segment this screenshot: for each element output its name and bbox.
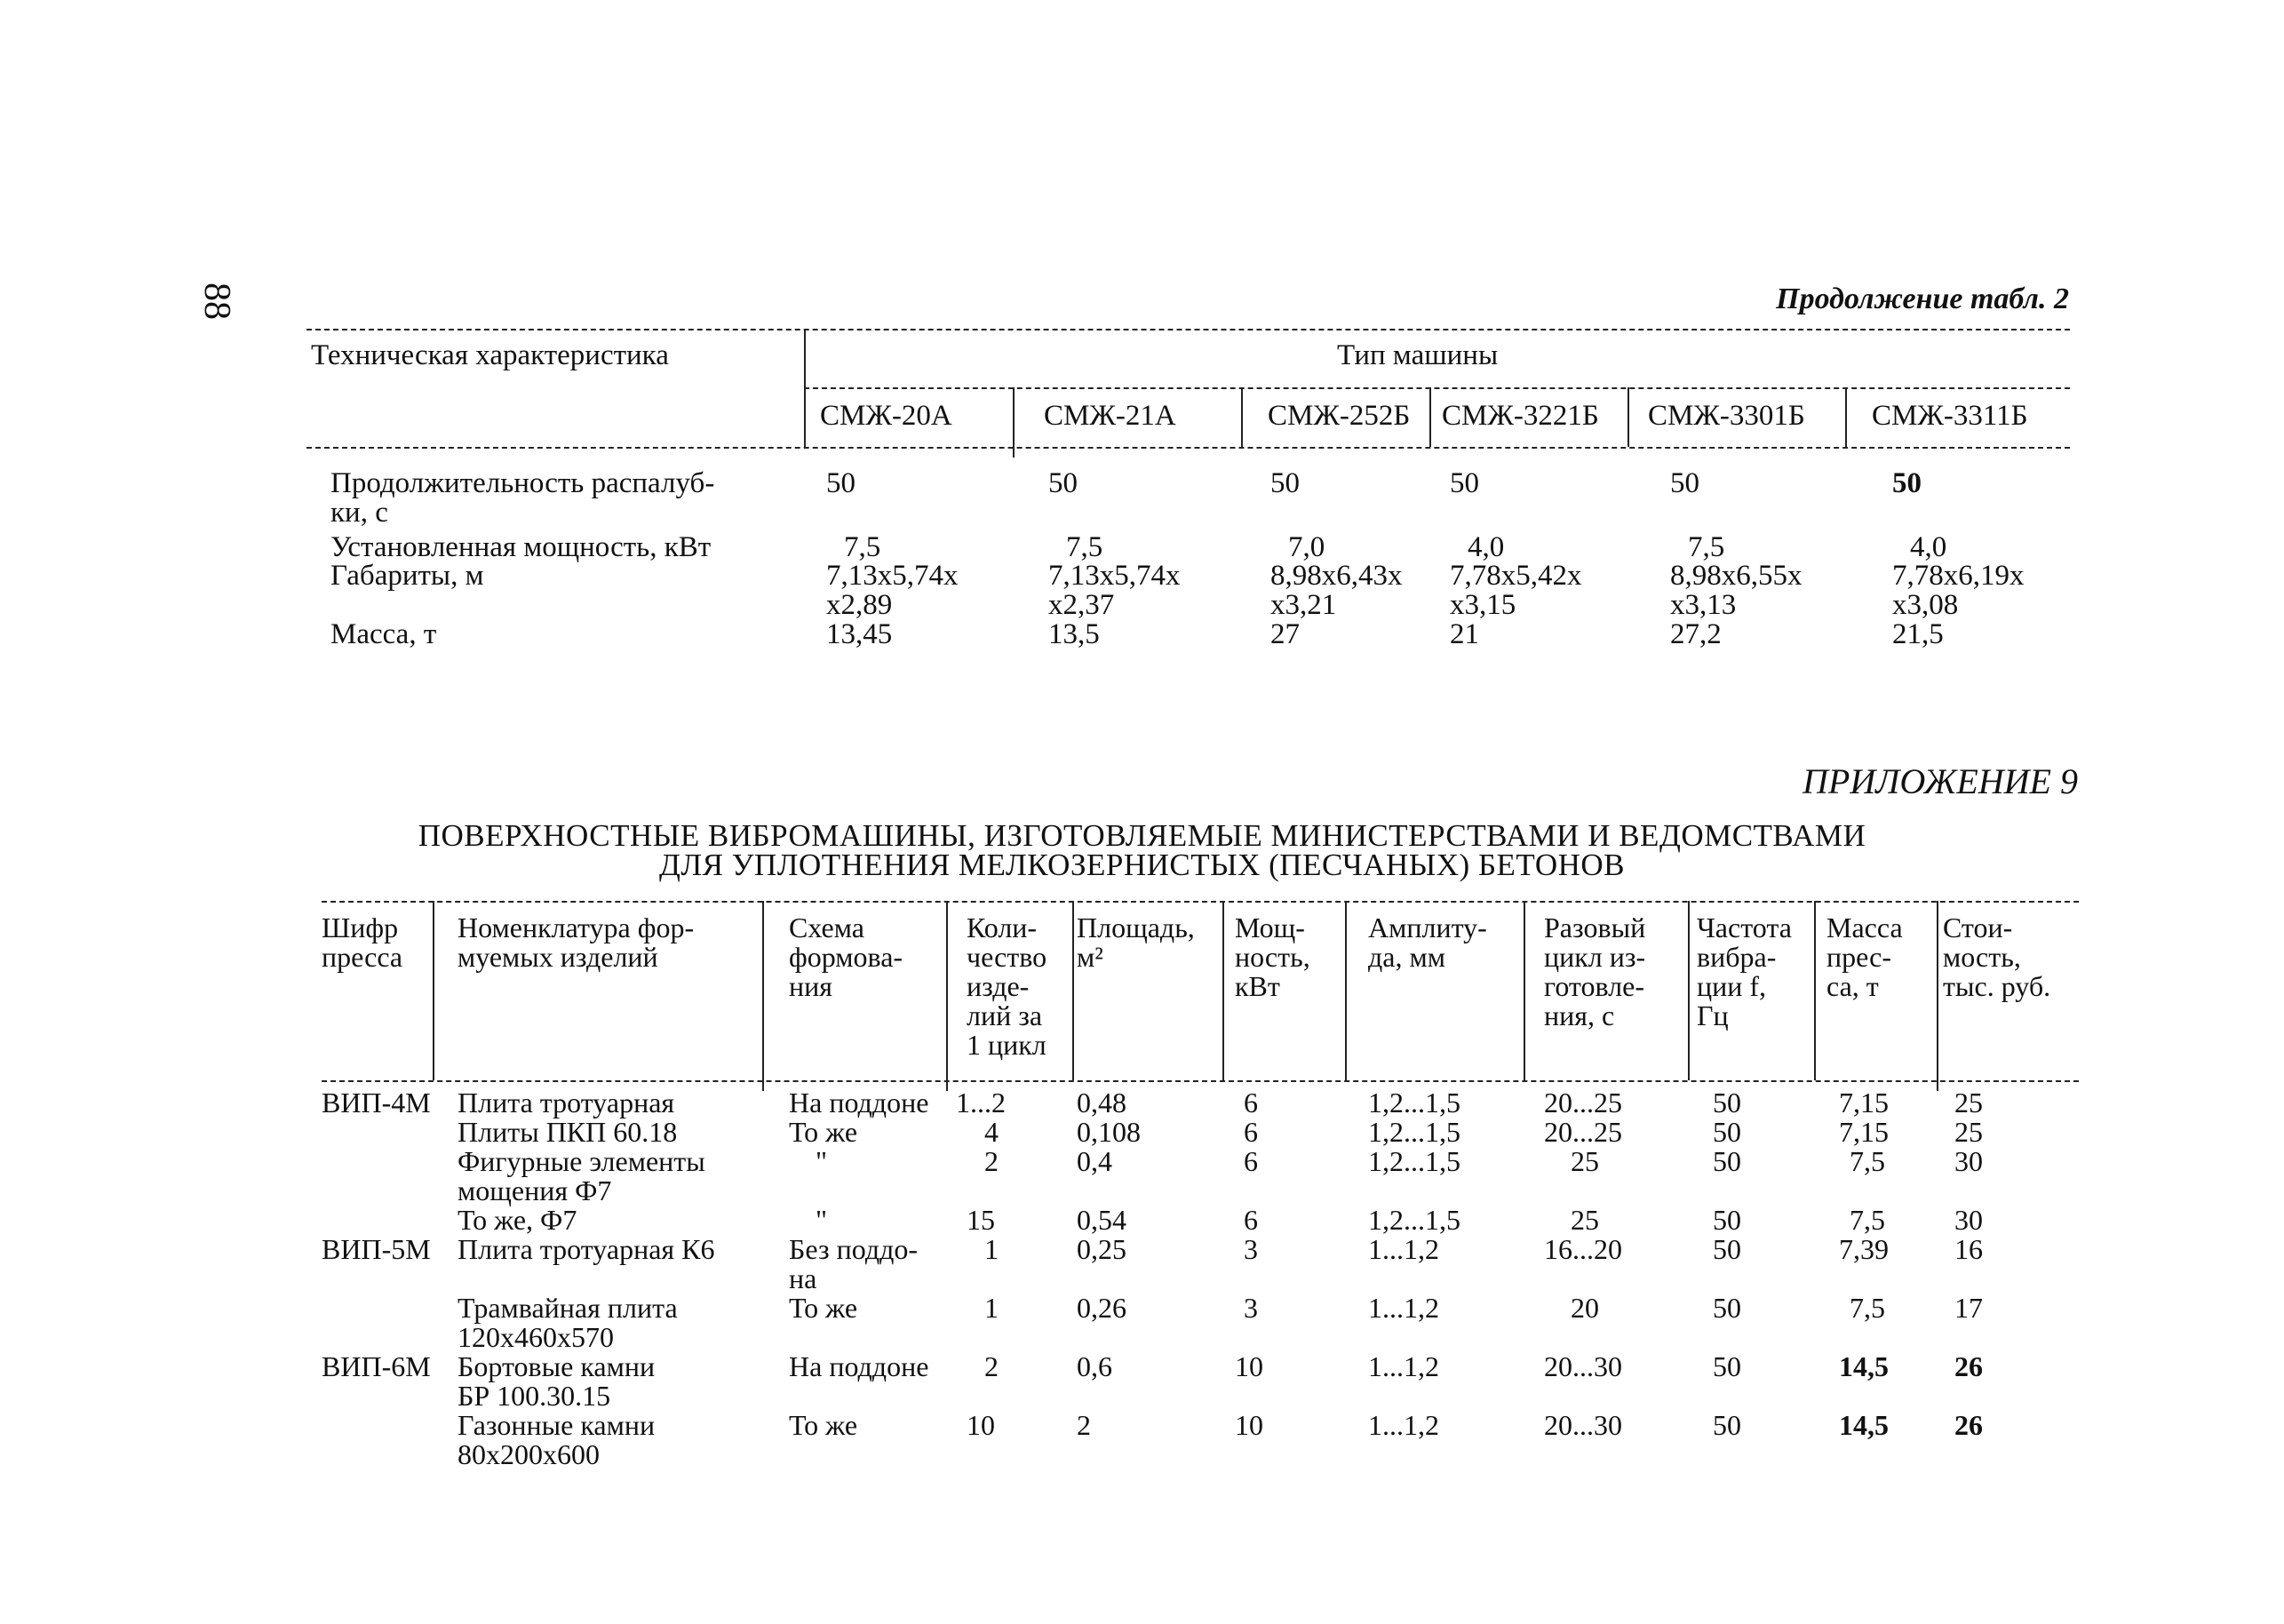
table2-cell-mass: 14,5 — [1839, 1350, 1889, 1382]
table1-row-label: Продолжительность распалуб- — [330, 467, 715, 499]
table1-cell-value: 8,98x6,55x — [1670, 560, 1803, 592]
table1-cell-value: 4,0 — [1910, 531, 1947, 563]
table2-cell-cycle: 25 — [1571, 1145, 1599, 1177]
table2-column-divider — [1345, 901, 1347, 1080]
table2-cell-area: 0,4 — [1077, 1145, 1112, 1177]
table1-header-characteristic: Техническая характеристика — [311, 339, 669, 371]
table2-cell-area: 0,25 — [1077, 1233, 1126, 1265]
table2-header-cell: прес- — [1826, 941, 1891, 973]
table2-header-cell: са, т — [1826, 970, 1879, 1002]
table1-cell-value: 13,45 — [826, 618, 893, 650]
table2-header-cell: ность, — [1235, 941, 1310, 973]
table2-header-cell: муемых изделий — [458, 941, 658, 973]
table1-row-label: ки, с — [330, 497, 388, 529]
table2-cell-freq: 50 — [1713, 1087, 1741, 1118]
table2-header-cell: готовле- — [1544, 970, 1644, 1002]
table2-cell-mass: 7,5 — [1850, 1292, 1885, 1324]
table2-cell-cost: 17 — [1954, 1292, 1983, 1324]
table2-cell-amplitude: 1...1,2 — [1368, 1409, 1439, 1441]
table2-header-cell: лий за — [967, 999, 1043, 1031]
table2-cell-cycle: 20...25 — [1544, 1116, 1622, 1148]
table2-cell-area: 0,26 — [1077, 1292, 1126, 1324]
table2-column-divider — [1688, 901, 1690, 1080]
table2-header-cell: Номенклатура фор- — [458, 912, 695, 943]
table2-header-cell: Шифр — [322, 912, 399, 943]
table2-cell-freq: 50 — [1713, 1409, 1741, 1441]
table2-cell-cost: 26 — [1954, 1350, 1983, 1382]
table2-cell-freq: 50 — [1713, 1233, 1741, 1265]
table2-cell-amplitude: 1...1,2 — [1368, 1292, 1439, 1324]
table1-cell-value: 7,5 — [1688, 531, 1725, 563]
table2-header-cell: Схема — [789, 912, 864, 943]
table1-cell-value: 27 — [1270, 618, 1300, 650]
table2-header-cell: м² — [1077, 941, 1103, 973]
table1-model-2: СМЖ-21А — [1044, 400, 1176, 432]
table2-cell-area: 2 — [1077, 1409, 1091, 1441]
table2-cell-amplitude: 1...1,2 — [1368, 1233, 1439, 1265]
table2-cell-power: 10 — [1235, 1350, 1263, 1382]
table1-cell-value: x3,21 — [1270, 589, 1337, 621]
table2-header-cell: Стои- — [1943, 912, 2013, 943]
appendix-label: ПРИЛОЖЕНИЕ 9 — [1803, 761, 2078, 801]
table2-cell-qty: 4 — [984, 1116, 999, 1148]
table1-row-label: Масса, т — [330, 618, 437, 650]
table2-header-cell: пресса — [322, 941, 403, 973]
table2-cell-scheme: " — [816, 1204, 828, 1236]
table1-cell-value: x2,37 — [1048, 589, 1115, 621]
table2-cell-amplitude: 1,2...1,5 — [1368, 1116, 1460, 1148]
table2-cell-mass: 7,39 — [1839, 1233, 1889, 1265]
table1-model-divider — [1241, 387, 1243, 447]
table1-model-divider — [1429, 387, 1431, 447]
table2-cell-power: 3 — [1244, 1292, 1258, 1324]
table1-model-4: СМЖ-3221Б — [1442, 400, 1599, 432]
table1-model-3: СМЖ-252Б — [1268, 400, 1411, 432]
table1-cell-value: 7,78x5,42x — [1450, 560, 1582, 592]
table2-header-cell: Разовый — [1544, 912, 1646, 943]
table2-cell-freq: 50 — [1713, 1204, 1741, 1236]
table1-cell-value: 50 — [1450, 467, 1479, 499]
table1-cell-value: 27,2 — [1670, 618, 1722, 650]
table2-header-cell: Коли- — [967, 912, 1038, 943]
table2-cell-cost: 16 — [1954, 1233, 1983, 1265]
table1-model-divider — [1845, 387, 1847, 447]
table1-row-label: Габариты, м — [330, 560, 484, 592]
table1-model-divider — [1627, 387, 1629, 447]
table2-cell-product: БР 100.30.15 — [458, 1380, 611, 1412]
table2-header-cell: Мощ- — [1235, 912, 1305, 943]
table2-cell-qty: 15 — [967, 1204, 995, 1236]
table2-cell-mass: 7,15 — [1839, 1116, 1889, 1148]
table2-cell-power: 6 — [1244, 1145, 1258, 1177]
table2-column-divider — [1072, 901, 1074, 1080]
table2-cell-product: 120x460x570 — [458, 1321, 614, 1353]
table2-cell-amplitude: 1...1,2 — [1368, 1350, 1439, 1382]
table2-header-bottom-rule — [322, 1080, 2079, 1082]
table1-tick — [1013, 447, 1015, 458]
table1-model-1: СМЖ-20А — [820, 400, 952, 432]
table1-model-5: СМЖ-3301Б — [1648, 400, 1805, 432]
table2-column-divider — [1524, 901, 1525, 1080]
table2-cell-amplitude: 1,2...1,5 — [1368, 1204, 1460, 1236]
table2-header-cell: цикл из- — [1544, 941, 1646, 973]
table2-header-cell: ния, с — [1544, 999, 1615, 1031]
table1-cell-value: 7,13x5,74x — [826, 560, 959, 592]
table2-header-cell: ции f, — [1697, 970, 1767, 1002]
table2-header-cell: Гц — [1697, 999, 1729, 1031]
table2-cell-product: Плита тротуарная — [458, 1087, 675, 1118]
table2-header-cell: чество — [967, 941, 1047, 973]
appendix-title-line-2: ДЛЯ УПЛОТНЕНИЯ МЕЛКОЗЕРНИСТЫХ (ПЕСЧАНЫХ) БЕТОНОВ — [658, 848, 1626, 882]
table2-cell-cycle: 25 — [1571, 1204, 1599, 1236]
table2-column-divider — [946, 901, 948, 1080]
table2-cell-scheme: То же — [789, 1409, 858, 1441]
table2-cell-cycle: 20 — [1571, 1292, 1599, 1324]
table2-cell-mass: 7,5 — [1850, 1145, 1885, 1177]
table2-cell-freq: 50 — [1713, 1116, 1741, 1148]
page-number: 88 — [196, 283, 237, 320]
continuation-label: Продолжение табл. 2 — [1776, 283, 2069, 315]
table2-cell-product: Бортовые камни — [458, 1350, 656, 1382]
table1-cell-value: 13,5 — [1048, 618, 1100, 650]
table2-tick — [762, 1080, 764, 1091]
table2-header-cell: Амплиту- — [1368, 912, 1487, 943]
table2-cell-cost: 25 — [1954, 1087, 1983, 1118]
table2-cell-code: ВИП-6М — [322, 1350, 431, 1382]
table2-column-divider — [1814, 901, 1816, 1080]
table2-cell-cost: 26 — [1954, 1409, 1983, 1441]
table2-cell-qty: 1...2 — [956, 1087, 1006, 1118]
table1-cell-value: 50 — [826, 467, 856, 499]
table1-cell-value: 7,78x6,19x — [1892, 560, 2025, 592]
table1-divider — [804, 329, 806, 447]
table1-cell-value: 8,98x6,43x — [1270, 560, 1403, 592]
table2-cell-qty: 1 — [984, 1233, 999, 1265]
appendix-title-line-1: ПОВЕРХНОСТНЫЕ ВИБРОМАШИНЫ, ИЗГОТОВЛЯЕМЫЕ МИНИСТЕРСТВАМИ И ВЕДОМСТВАМИ — [418, 818, 1866, 853]
table1-model-6: СМЖ-3311Б — [1872, 400, 2028, 432]
table2-cell-cost: 25 — [1954, 1116, 1983, 1148]
table2-cell-product: Трамвайная плита — [458, 1292, 678, 1324]
table2-cell-area: 0,54 — [1077, 1204, 1126, 1236]
table2-cell-code: ВИП-4М — [322, 1087, 431, 1118]
table1-top-rule — [306, 329, 2070, 330]
table2-header-cell: тыс. руб. — [1943, 970, 2051, 1002]
table2-cell-area: 0,108 — [1077, 1116, 1141, 1148]
table2-cell-freq: 50 — [1713, 1350, 1741, 1382]
table1-header-machine-type: Тип машины — [1337, 339, 1499, 371]
table2-column-divider — [1937, 901, 1938, 1080]
table1-cell-value: 50 — [1670, 467, 1699, 499]
table2-cell-area: 0,48 — [1077, 1087, 1126, 1118]
table1-cell-value: 21,5 — [1892, 618, 1944, 650]
table2-cell-qty: 10 — [967, 1409, 995, 1441]
table2-cell-amplitude: 1,2...1,5 — [1368, 1087, 1460, 1118]
table2-cell-scheme: " — [816, 1145, 828, 1177]
table2-cell-amplitude: 1,2...1,5 — [1368, 1145, 1460, 1177]
table2-cell-scheme: На поддоне — [789, 1350, 929, 1382]
table2-cell-cycle: 20...30 — [1544, 1350, 1622, 1382]
table2-cell-cycle: 16...20 — [1544, 1233, 1622, 1265]
table1-cell-value: x2,89 — [826, 589, 893, 621]
table2-cell-scheme: на — [789, 1262, 817, 1294]
table2-cell-cost: 30 — [1954, 1204, 1983, 1236]
table2-header-cell: мость, — [1943, 941, 2021, 973]
table2-cell-freq: 50 — [1713, 1292, 1741, 1324]
table2-header-cell: формова- — [789, 941, 903, 973]
table2-cell-power: 6 — [1244, 1087, 1258, 1118]
table1-mid-rule — [804, 387, 2070, 389]
table2-cell-product: Плита тротуарная К6 — [458, 1233, 715, 1265]
table2-column-divider — [762, 901, 764, 1080]
table1-header-bottom-rule — [306, 447, 2070, 449]
table1-cell-value: 4,0 — [1468, 531, 1505, 563]
table2-cell-product: 80x200x600 — [458, 1438, 600, 1470]
table2-cell-cycle: 20...25 — [1544, 1087, 1622, 1118]
table2-cell-product: Плиты ПКП 60.18 — [458, 1116, 678, 1148]
table2-header-cell: вибра- — [1697, 941, 1777, 973]
table1-model-divider — [1013, 387, 1015, 447]
table2-cell-cost: 30 — [1954, 1145, 1983, 1177]
table2-cell-product: мощения Ф7 — [458, 1174, 612, 1206]
table2-cell-scheme: То же — [789, 1116, 858, 1148]
table1-cell-value: 7,0 — [1288, 531, 1325, 563]
table2-cell-freq: 50 — [1713, 1145, 1741, 1177]
table1-cell-value: x3,13 — [1670, 589, 1737, 621]
table2-cell-cycle: 20...30 — [1544, 1409, 1622, 1441]
table1-cell-value: 50 — [1892, 467, 1922, 499]
table2-header-cell: Масса — [1826, 912, 1903, 943]
table2-column-divider — [1222, 901, 1224, 1080]
table1-cell-value: 7,5 — [844, 531, 881, 563]
table1-cell-value: 7,5 — [1066, 531, 1103, 563]
table2-cell-scheme: То же — [789, 1292, 858, 1324]
table2-cell-power: 10 — [1235, 1409, 1263, 1441]
table2-cell-qty: 2 — [984, 1350, 999, 1382]
table2-header-cell: ния — [789, 970, 832, 1002]
table2-header-cell: изде- — [967, 970, 1030, 1002]
table2-header-cell: 1 цикл — [967, 1029, 1047, 1061]
table2-cell-power: 6 — [1244, 1116, 1258, 1148]
table2-tick — [1937, 1080, 1938, 1091]
table2-cell-mass: 7,15 — [1839, 1087, 1889, 1118]
table2-cell-code: ВИП-5М — [322, 1233, 431, 1265]
table2-header-cell: Частота — [1697, 912, 1792, 943]
table2-tick — [946, 1080, 948, 1091]
table2-cell-product: То же, Ф7 — [458, 1204, 577, 1236]
table2-cell-scheme: На поддоне — [789, 1087, 929, 1118]
table2-header-cell: Площадь, — [1077, 912, 1195, 943]
table2-cell-mass: 7,5 — [1850, 1204, 1885, 1236]
table1-row-label: Установленная мощность, кВт — [330, 531, 712, 563]
table1-cell-value: 21 — [1450, 618, 1479, 650]
table1-cell-value: 50 — [1048, 467, 1078, 499]
table2-header-cell: кВт — [1235, 970, 1280, 1002]
table2-cell-mass: 14,5 — [1839, 1409, 1889, 1441]
table1-cell-value: x3,15 — [1450, 589, 1516, 621]
table2-header-cell: да, мм — [1368, 941, 1445, 973]
table2-cell-scheme: Без поддо- — [789, 1233, 919, 1265]
table2-cell-area: 0,6 — [1077, 1350, 1112, 1382]
table2-cell-product: Фигурные элементы — [458, 1145, 705, 1177]
table2-cell-power: 6 — [1244, 1204, 1258, 1236]
table1-cell-value: x3,08 — [1892, 589, 1959, 621]
table2-cell-product: Газонные камни — [458, 1409, 656, 1441]
table2-cell-qty: 1 — [984, 1292, 999, 1324]
table1-cell-value: 50 — [1270, 467, 1300, 499]
table2-column-divider — [433, 901, 434, 1080]
table1-cell-value: 7,13x5,74x — [1048, 560, 1181, 592]
table2-cell-qty: 2 — [984, 1145, 999, 1177]
table2-cell-power: 3 — [1244, 1233, 1258, 1265]
